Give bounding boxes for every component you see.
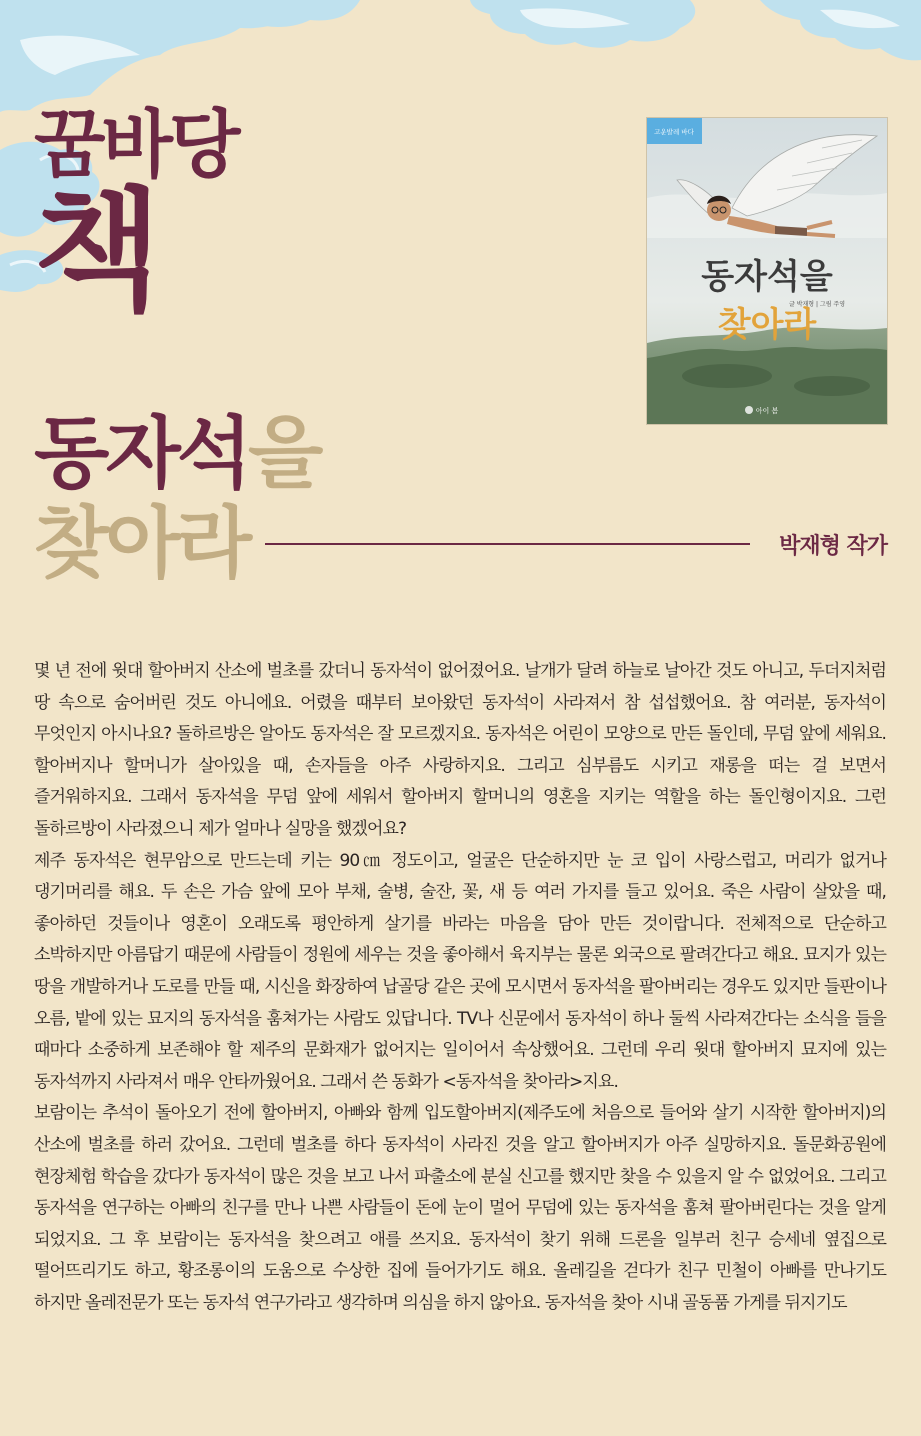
brand-subtitle: 책 — [34, 175, 158, 329]
author-name: 박재형 작가 — [779, 534, 887, 559]
article-title-line1 — [34, 409, 320, 499]
cover-series-label: 고운발레 바다 — [654, 128, 694, 136]
cover-title-line1: 동자석을 — [701, 257, 833, 297]
article-body — [34, 656, 886, 1319]
paragraph: 보람이는 추석이 돌아오기 전에 할아버지, 아빠와 함께 입도할아버지(제주도에 처음으로 들어와 살기 시작한 할아버지)의 산소에 벌초를 하러 갔어요. 그런데 벌초를 하다 동자석이 사라진 것을 알고 할아버지가 아주 실망하지요. 돌문화공원에 현장체험 학습을 갔다가 동자석이 많은 것을 보고 나서 파출소에 분실 신고를 했지만 찾을 수 있을지 알 수 없었어요. 그리고 동자석을 연구하는 아빠의 친구를 만나 나쁜 사람들이 돈에 눈이 멀어 무덤에 있는 동자석을 훔쳐 팔아버린다는 것을 알게 되었지요. 그 후 보람이는 동자석을 찾으려고 애를 쓰지요. 동자석이 찾기 위해 드론을 일부러 친구 승세네 옆집으로 떨어뜨리기도 하고, 황조롱이의 도움으로 수상한 집에 들어가기도 해요. 올레길을 걷다가 친구 민철이 아빠를 만나기도 하지만 올레전문가 또는 동자석 연구가라고 생각하며 의심을 하지 않아요. 동자석을 찾아 시내 골동품 가게를 뒤지기도 — [34, 1103, 886, 1313]
cover-title-line2: 찾아라 — [717, 305, 817, 345]
article-title-line2: 찾아라 — [34, 499, 249, 589]
title-divider — [265, 543, 750, 545]
article-title-part1: 동자석 — [34, 409, 249, 499]
paragraph: 몇 년 전에 윗대 할아버지 산소에 벌초를 갔더니 동자석이 없어졌어요. 날개가 달려 하늘로 날아간 것도 아니고, 두더지처럼 땅 속으로 숨어버린 것도 아니에요. 어렸을 때부터 보아왔던 동자석이 사라져서 참 섭섭했어요. 참 여러분, 동자석이 무엇인지 아시나요? 돌하르방은 알아도 동자석은 잘 모르겠지요. 동자석은 어린이 모양으로 만든 돌인데, 무덤 앞에 세워요. 할아버지나 할머니가 살아있을 때, 손자들을 아주 사랑하지요. 그리고 심부름도 시키고 재롱을 떠는 걸 보면서 즐거워하지요. 그래서 동자석을 무덤 앞에 세워서 할아버지 할머니의 영혼을 지키는 역할을 하는 돌인형이지요. 그런 돌하르방이 사라졌으니 제가 얼마나 실망을 했겠어요? — [34, 661, 886, 839]
book-cover-image — [647, 118, 887, 424]
article-title-part2: 을 — [248, 409, 320, 499]
brand-title: 꿈바당 — [34, 102, 237, 188]
cover-publisher: 아이 봄 — [755, 407, 779, 415]
paragraph: 제주 동자석은 현무암으로 만드는데 키는 90㎝ 정도이고, 얼굴은 단순하지만 눈 코 입이 사랑스럽고, 머리가 없거나 댕기머리를 해요. 두 손은 가슴 앞에 모아 부채, 술병, 술잔, 꽃, 새 등 여러 가지를 들고 있어요. 죽은 사람이 살았을 때, 좋아하던 것들이나 영혼이 오래도록 평안하게 살기를 바라는 마음을 담아 만든 것이랍니다. 전체적으로 단순하고 소박하지만 아름답기 때문에 사람들이 정원에 세우는 것을 좋아해서 육지부는 물론 외국으로 팔려간다고 해요. 묘지가 있는 땅을 개발하거나 도로를 만들 때, 시신을 화장하여 납골당 같은 곳에 모시면서 동자석을 팔아버리는 경우도 있지만 들판이나 오름, 밭에 있는 묘지의 동자석을 훔쳐가는 사람도 있답니다. TV나 신문에서 동자석이 하나 둘씩 사라져간다는 소식을 들을 때마다 소중하게 보존해야 할 제주의 문화재가 없어지는 일이어서 속상했어요. 그런데 우리 윗대 할아버지 묘지에 있는 동자석까지 사라져서 매우 안타까웠어요. 그래서 쓴 동화가 <동자석을 찾아라>지요. — [34, 850, 886, 1092]
cover-credits: 글 박재형 | 그림 주영 — [788, 301, 846, 308]
